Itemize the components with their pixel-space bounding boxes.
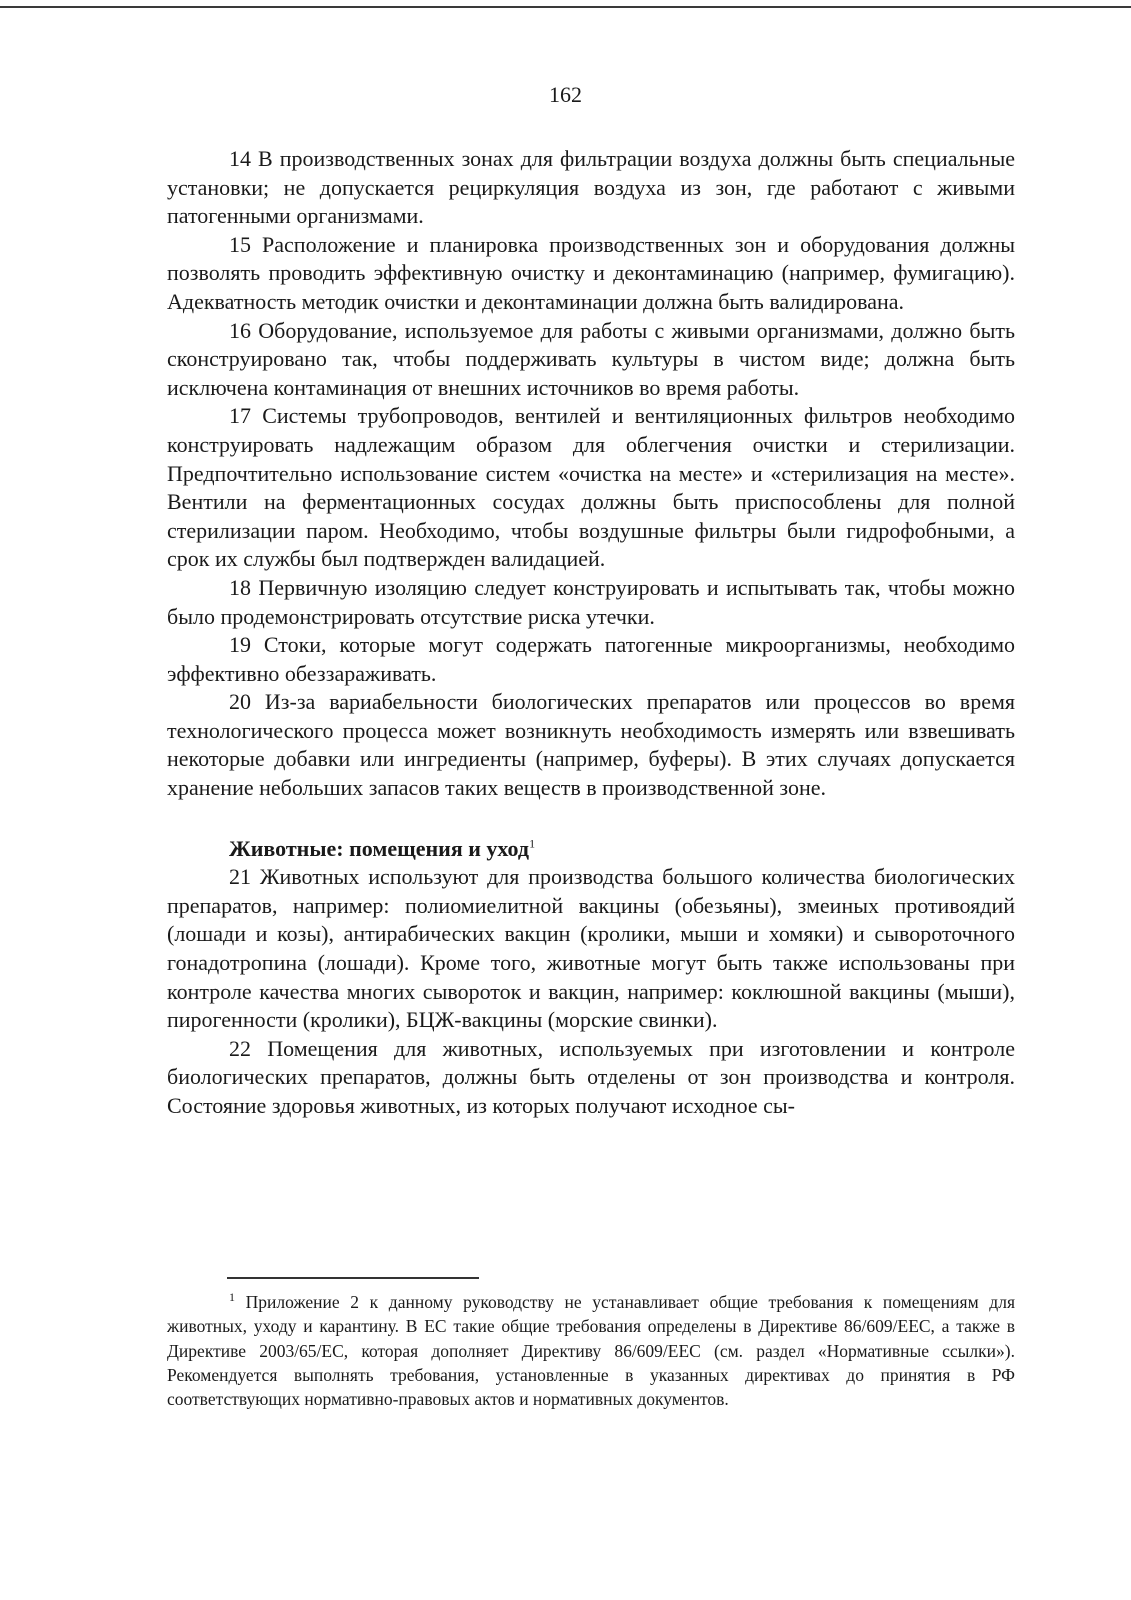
paragraph-16: 16 Оборудование, используемое для работы с живыми организмами, должно быть сконструировано так, чтобы поддерживать культуры в чистом виде; должна быть исключена контаминация от внешних источников во время работы. <box>167 317 1015 400</box>
paragraph-17: 17 Системы трубопроводов, вентилей и вентиляционных фильтров необходимо конструировать надлежащим образом для облегчения очистки и стерилизации. Предпочтительно использование систем «очистка на месте» и «стерилизация на месте». Вентили на ферментационных сосудах должны быть приспособлены для полной стерилизации паром. Необходимо, чтобы воздушные фильтры были гидрофобными, а срок их службы был подтвержден валидацией. <box>167 403 1015 572</box>
paragraph-21: 21 Животных используют для производства большого количества биологических препаратов, например: полиомиелитной вакцины (обезьяны), змеиных противоядий (лошади и козы), антирабических вакцин (кролики, мыши и хомяки) и сывороточного гонадотропина (лошади). Кроме того, животные могут быть также использованы при контроле качества многих сывороток и вакцин, например: коклюшной вакцины (мыши), пирогенности (кролики), БЦЖ-вакцины (морские свинки). <box>167 864 1015 1033</box>
section-heading <box>167 835 1015 864</box>
footnote-separator <box>227 1277 479 1279</box>
top-border-line <box>0 6 1131 8</box>
footnote-body: Приложение 2 к данному руководству не устанавливает общие требования к помещениям для животных, уходу и карантину. В ЕС такие общие требования определены в Директиве 86/609/EEC, а также в Директиве 2003/65/EC, которая дополняет Директиву 86/609/EEC (см. раздел «Нормативные ссылки»). Рекомендуется выполнять требования, установленные в указанных директивах до принятия в РФ соответствующих нормативно-правовых актов и нормативных документов. <box>167 1292 1015 1410</box>
page-number: 162 <box>549 82 582 107</box>
main-text <box>167 145 1015 1121</box>
paragraph-15: 15 Расположение и планировка производственных зон и оборудования должны позволять проводить эффективную очистку и деконтаминацию (например, фумигацию). Адекватность методик очистки и деконтаминации должна быть валидирована. <box>167 231 1015 314</box>
section-heading-text: Животные: помещения и уход <box>229 835 530 861</box>
paragraph-22: 22 Помещения для животных, используемых при изготовлении и контроле биологических препаратов, должны быть отделены от зон производства и контроля. Состояние здоровья животных, из которых получают исходное сы- <box>167 1035 1015 1118</box>
paragraph-14: 14 В производственных зонах для фильтрации воздуха должны быть специальные установки; не допускается рециркуляция воздуха из зон, где работают с живыми патогенными организмами. <box>167 146 1015 229</box>
paragraph-20: 20 Из-за вариабельности биологических препаратов или процессов во время технологического процесса может возникнуть необходимость измерять или взвешивать некоторые добавки или ингредиенты (например, буферы). В этих случаях допускается хранение небольших запасов таких веществ в производственной зоне. <box>167 689 1015 801</box>
footnote-text <box>167 1290 1015 1411</box>
footnote-reference: 1 <box>529 836 536 851</box>
paragraph-18: 18 Первичную изоляцию следует конструировать и испытывать так, чтобы можно было продемонстрировать отсутствие риска утечки. <box>167 574 1015 629</box>
footnote-mark: 1 <box>229 1290 235 1305</box>
footnote <box>167 1290 1015 1411</box>
paragraph-19: 19 Стоки, которые могут содержать патогенные микроорганизмы, необходимо эффективно обеззараживать. <box>167 632 1015 686</box>
